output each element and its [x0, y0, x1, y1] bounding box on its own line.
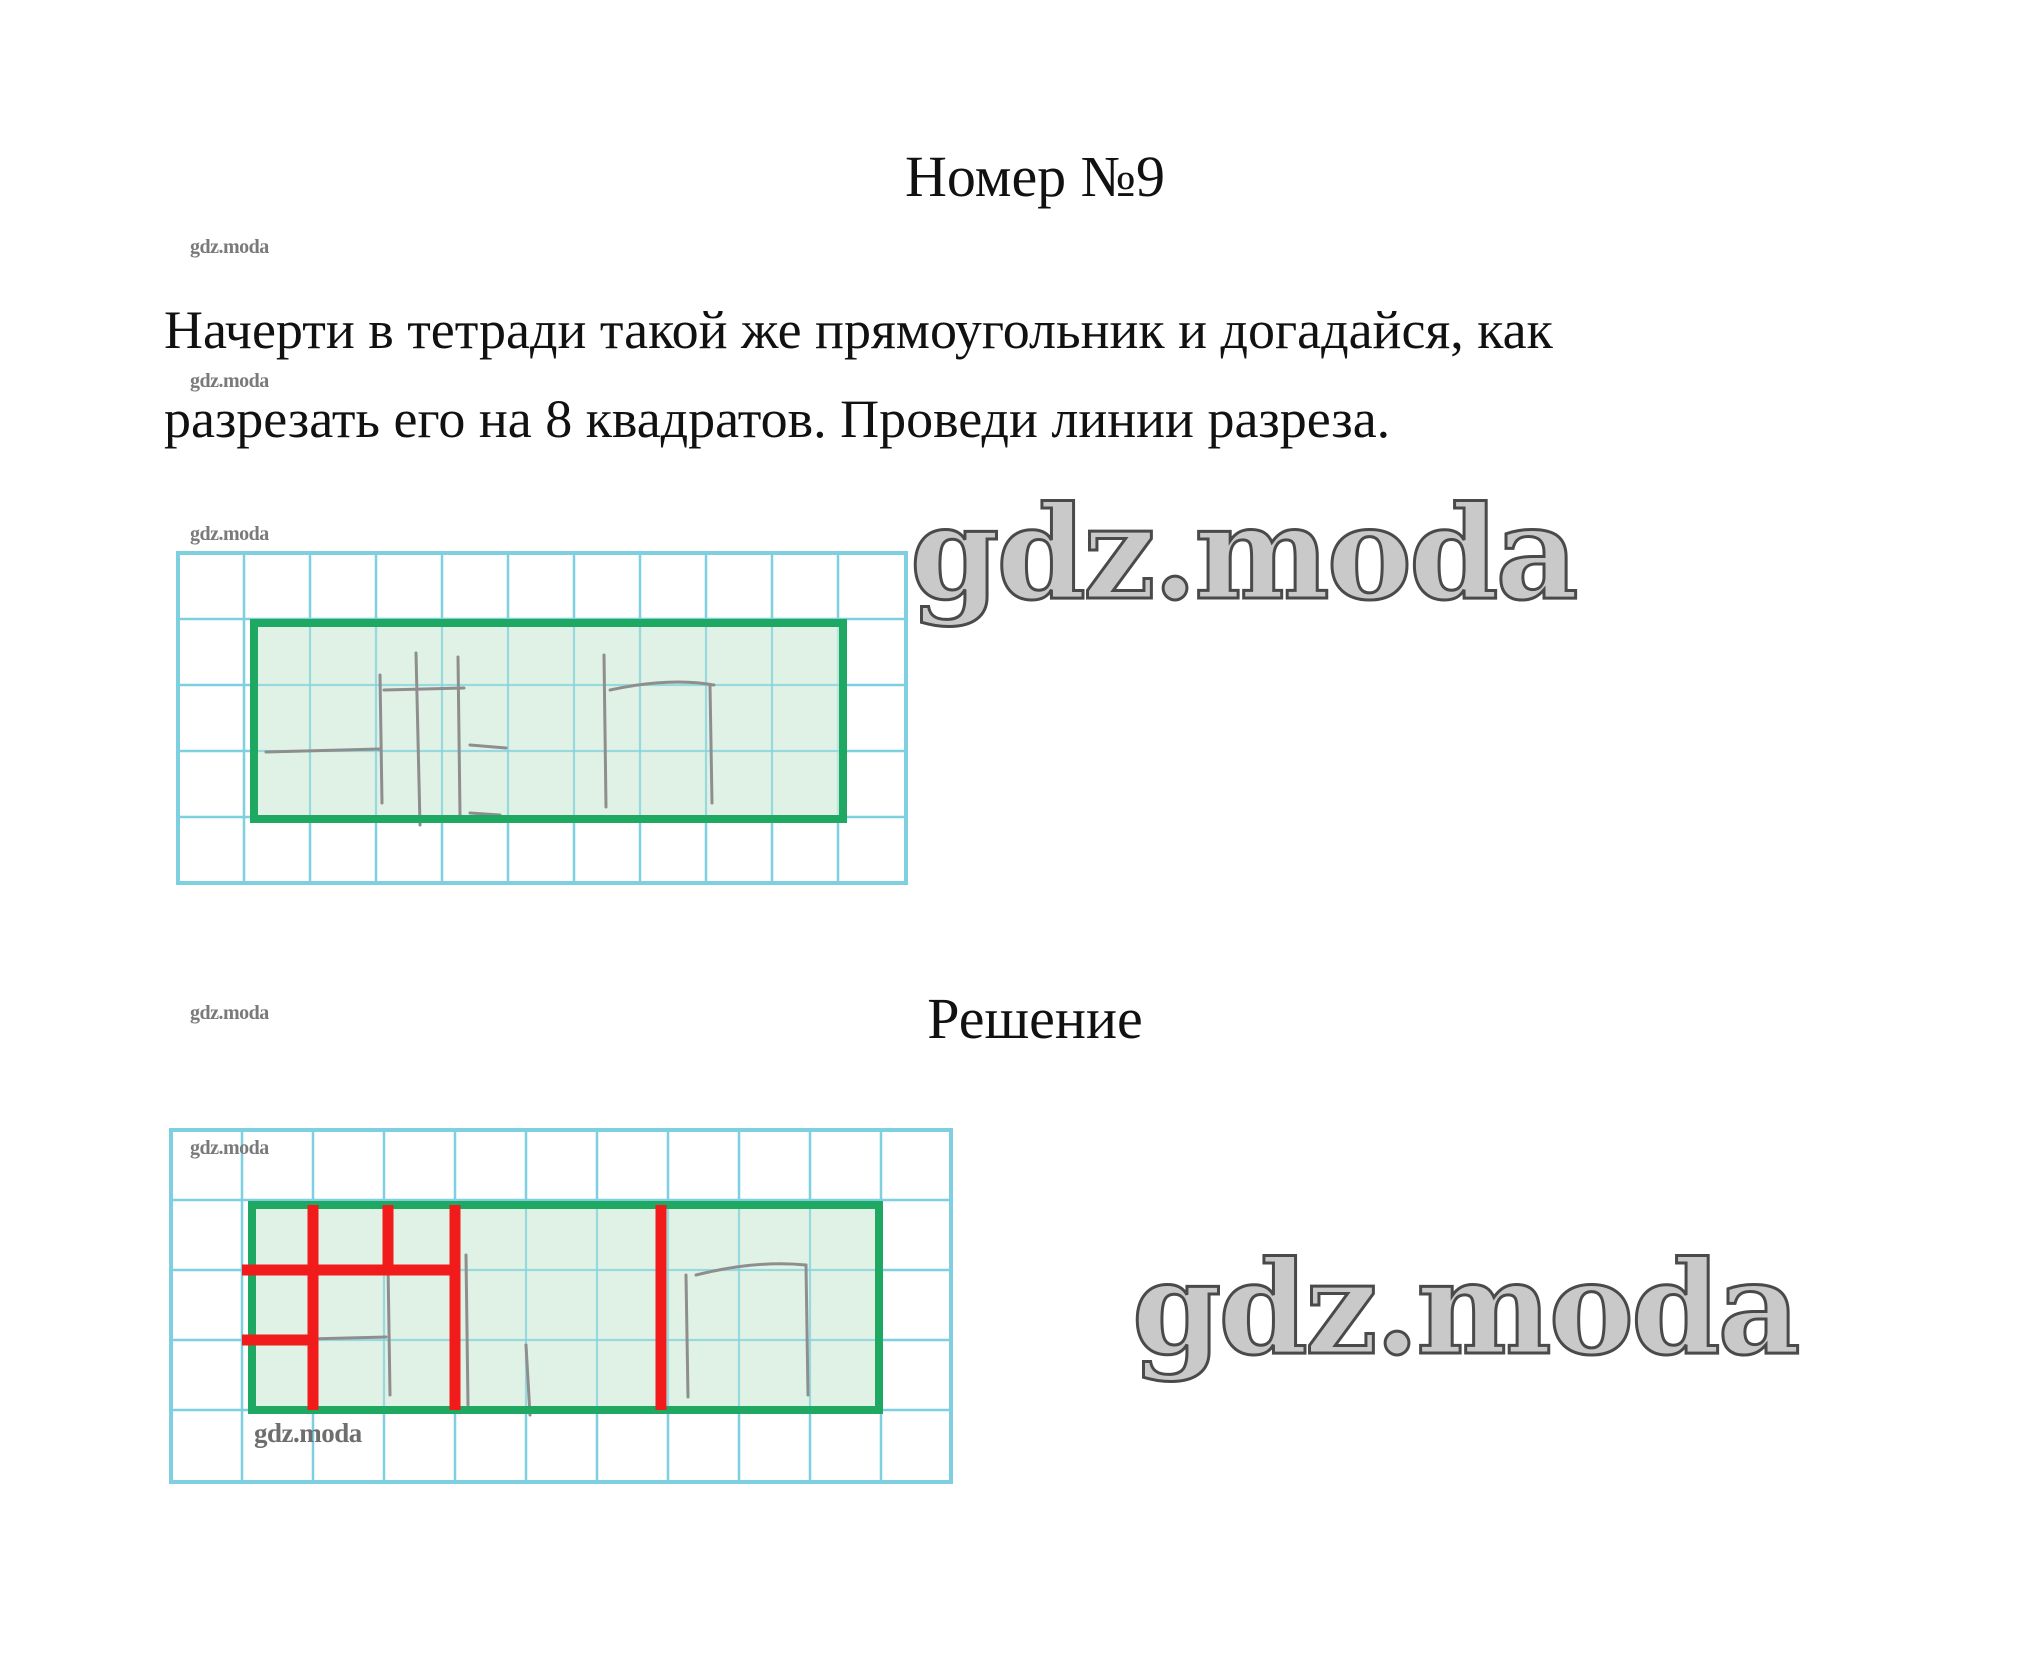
- task-line-2: разрезать его на 8 квадратов. Проведи линии разреза.: [164, 389, 1391, 449]
- problem-grid: [170, 545, 915, 890]
- task-line-1: Начерти в тетради такой же прямоугольник и догадайся, как: [164, 300, 1553, 360]
- solution-heading: Решение: [927, 986, 1143, 1051]
- rectangle-fill: [254, 623, 843, 819]
- problem-figure: [170, 545, 915, 890]
- watermark-small: gdz.moda: [190, 1002, 269, 1024]
- watermark-small: gdz.moda: [190, 370, 269, 392]
- watermark-small: gdz.moda: [254, 1418, 362, 1448]
- task-text: [164, 286, 1764, 464]
- watermark-small: gdz.moda: [190, 1137, 269, 1159]
- page-title: Номер №9: [904, 144, 1166, 209]
- watermark-small: gdz.moda: [190, 236, 269, 258]
- watermark-large: gdz.moda: [1132, 1234, 1798, 1384]
- watermark-large: gdz.moda: [910, 479, 1576, 629]
- rectangle-fill: [252, 1205, 879, 1410]
- watermark-small: gdz.moda: [190, 523, 269, 545]
